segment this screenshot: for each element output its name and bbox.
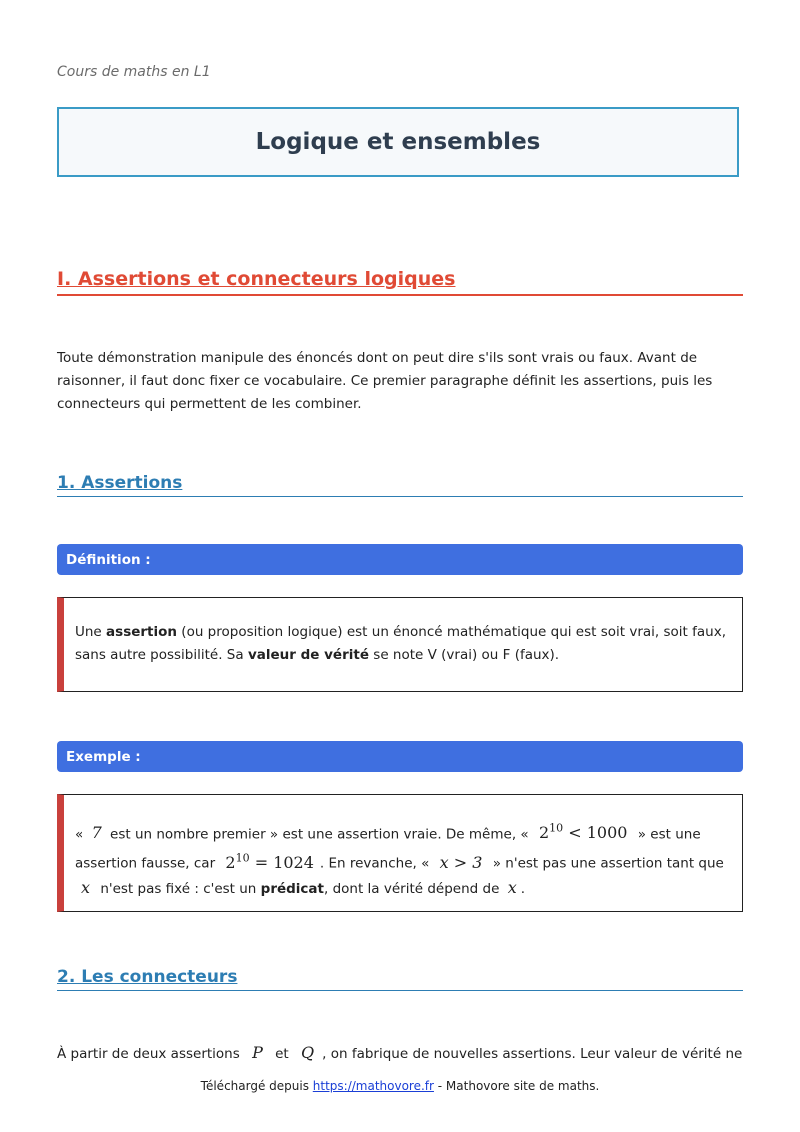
section-heading xyxy=(57,268,743,296)
course-label: Cours de maths en L1 xyxy=(57,64,211,80)
example-text: n'est pas fixé : c'est un xyxy=(96,880,261,897)
section-heading-text: I. Assertions et connecteurs logiques xyxy=(57,268,456,290)
footer-text: - Mathovore site de maths. xyxy=(433,1079,600,1093)
example-term: prédicat xyxy=(260,880,324,897)
example-label: Exemple : xyxy=(66,748,141,765)
math-expression xyxy=(219,853,319,872)
definition-term: assertion xyxy=(106,624,178,640)
example-text: , dont la vérité dépend de xyxy=(324,880,504,897)
example-text: est un nombre premier » est une assertion vraie. De même, « xyxy=(105,826,533,843)
example-text: . En revanche, « xyxy=(319,855,434,872)
math-expression: x xyxy=(507,877,517,897)
example-text: » n'est pas une assertion tant que xyxy=(488,855,724,872)
math-expression: = 1024 xyxy=(249,852,314,872)
example-bar xyxy=(57,741,743,772)
title-box xyxy=(57,107,739,177)
intro-paragraph: Toute démonstration manipule des énoncés dont on peut dire s'ils sont vrais ou faux. Avant de raisonner, il faut donc fixer ce vocabulaire. Ce premier paragraphe définit les assertions, puis les connecteurs qui permettent de les combiner. xyxy=(57,350,713,412)
subsection-heading-assertions xyxy=(57,473,743,497)
definition-label: Définition : xyxy=(66,551,151,568)
definition-term: valeur de vérité xyxy=(247,647,369,663)
math-expression: 10 xyxy=(549,822,564,835)
subsection-heading-text: 1. Assertions xyxy=(57,473,183,493)
subsection-heading-text: 2. Les connecteurs xyxy=(57,967,238,987)
math-expression: x > 3 xyxy=(439,852,483,872)
footer-text: Téléchargé depuis xyxy=(200,1079,313,1093)
definition-text: Une xyxy=(75,624,107,640)
math-expression xyxy=(533,823,633,842)
math-expression: 7 xyxy=(91,823,102,843)
math-expression: < 1000 xyxy=(563,823,628,843)
definition-box xyxy=(57,597,743,692)
example-text: . xyxy=(520,880,526,897)
definition-bar xyxy=(57,544,743,575)
paragraph-text: et xyxy=(270,1046,294,1062)
math-expression: x xyxy=(81,877,91,897)
subsection-heading-connecteurs xyxy=(57,967,743,991)
connecteurs-paragraph xyxy=(57,1041,747,1066)
paragraph-text: , on fabrique de nouvelles assertions. Leur valeur de vérité ne xyxy=(322,1046,743,1062)
paragraph-text: À partir de deux assertions xyxy=(57,1046,245,1062)
math-expression: Q xyxy=(301,1043,315,1062)
footer xyxy=(0,1079,800,1093)
math-expression: 10 xyxy=(235,851,250,865)
definition-text: se note V (vrai) ou F (faux). xyxy=(369,647,560,663)
math-expression: 2 xyxy=(538,823,550,843)
example-text: » est une assertion fausse, car xyxy=(75,826,701,872)
example-box xyxy=(57,794,743,912)
math-expression: 2 xyxy=(225,852,236,872)
footer-link[interactable]: https://mathovore.fr xyxy=(312,1079,434,1093)
definition-text: (ou proposition logique) est un énoncé mathématique qui est soit vrai, soit faux, sans autre possibilité. Sa xyxy=(75,624,726,663)
page-title: Logique et ensembles xyxy=(255,129,541,155)
example-text: « xyxy=(75,826,88,843)
math-expression: P xyxy=(252,1043,263,1062)
